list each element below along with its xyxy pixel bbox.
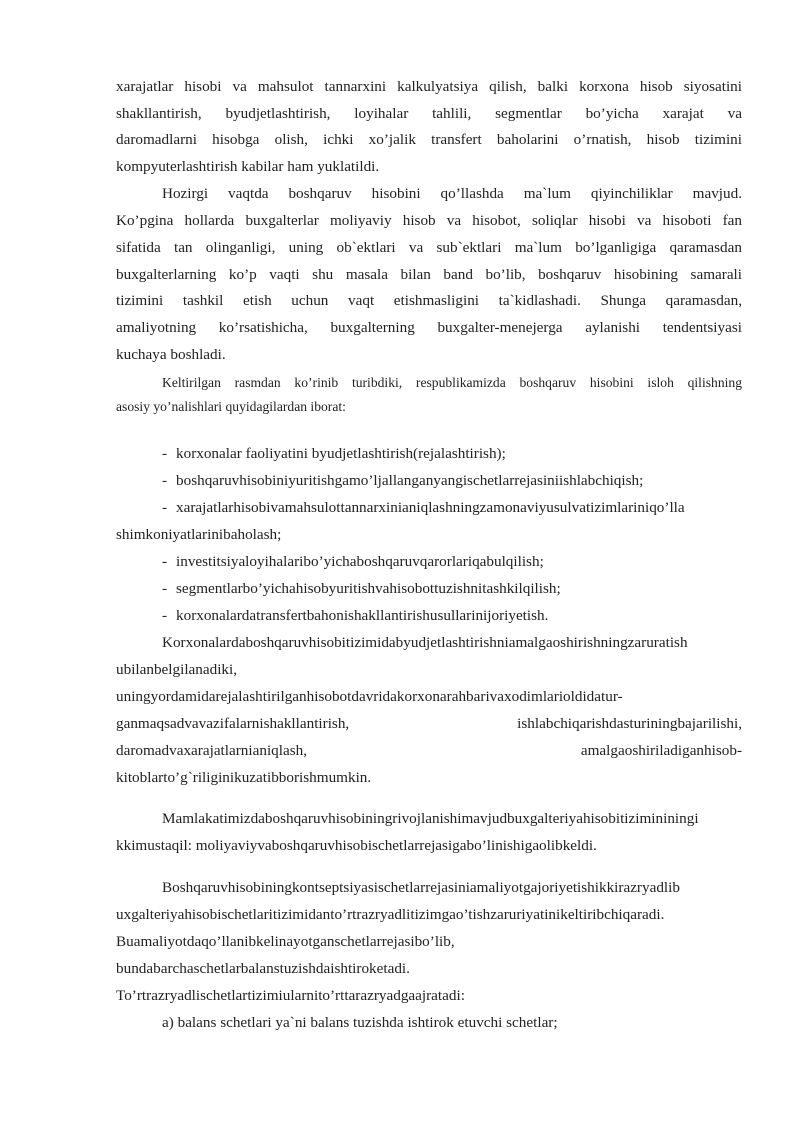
paragraph-line: tizimini tashkil etish uchun vaqt etishmasligini ta`kidlashadi. Shunga qaramasdan,	[116, 292, 742, 309]
list-marker: -	[162, 472, 168, 489]
paragraph-line: Boshqaruvhisobiningkontseptsiyasischetlarrejasiniamaliyotgajoriyetishikkirazryadlib	[162, 879, 680, 896]
paragraph-line: buxgalterlarning ko’p vaqti shu masala bilan band bo’lib, boshqaruv hisobining samarali	[116, 266, 742, 283]
list-marker: -	[162, 445, 168, 462]
paragraph-line: kitoblarto’g`riliginikuzatibborishmumkin.	[116, 769, 372, 786]
paragraph-line: kuchaya boshladi.	[116, 346, 226, 363]
list-marker: -	[162, 553, 168, 570]
list-item	[162, 552, 742, 572]
paragraph-line: uningyordamidarejalashtirilganhisobotdavridakorxonarahbarivaxodimlarioldidatur-	[116, 688, 623, 705]
paragraph-line: Korxonalardaboshqaruvhisobitizimidabyudjetlashtirishniamalgaoshirishningzaruratish	[162, 634, 688, 651]
paragraph-line: daromadvaxarajatlarnianiqlash, amalgaoshiriladiganhisob-	[116, 742, 742, 759]
paragraph-line: amaliyotning ko’rsatishicha, buxgalterning buxgalter-menejerga aylanishi tendentsiyasi	[116, 319, 742, 336]
list-item-text: investitsiyaloyihalaribo’yichaboshqaruvqarorlariqabulqilish;	[176, 553, 544, 570]
paragraph-line: uxgalteriyahisobischetlaritizimidanto’rtrazryadlitizimgao’tishzaruriyatinikeltiribchiqaradi.	[116, 906, 665, 923]
paragraph-line: bundabarchaschetlarbalanstuzishdaishtiroketadi.	[116, 960, 410, 977]
paragraph-line: Ko’pgina hollarda buxgalterlar moliyaviy hisob va hisobot, soliqlar hisobi va hisoboti fan	[116, 212, 742, 229]
list-marker: -	[162, 499, 168, 516]
paragraph-line: ubilanbelgilanadiki,	[116, 661, 238, 678]
paragraph-line: sifatida tan olinganligi, uning ob`ektlari va sub`ektlari ma`lum bo’lganligiga qaramasdan	[116, 239, 742, 256]
list-item-text: xarajatlarhisobivamahsulottannarxinianiqlashningzamonaviyusulvatizimlariniqo’lla	[176, 499, 685, 516]
paragraph-line: Buamaliyotdaqo’llanibkelinayotganschetlarrejasibo’lib,	[116, 933, 455, 950]
list-marker: -	[162, 607, 168, 624]
list-item-text: korxonalar faoliyatini byudjetlashtirish(rejalashtirish);	[176, 445, 506, 462]
list-item	[162, 606, 742, 626]
paragraph-line: kkimustaqil: moliyaviyvaboshqaruvhisobischetlarrejasigabo’linishigaolibkeldi.	[116, 837, 597, 854]
list-item-text: boshqaruvhisobiniyuritishgamo’ljallanganyangischetlarrejasiniishlabchiqish;	[176, 472, 644, 489]
paragraph-line: ganmaqsadvavazifalarnishakllantirish, ishlabchiqarishdasturiningbajarilishi,	[116, 715, 742, 732]
paragraph-line: a) balans schetlari ya`ni balans tuzishda ishtirok etuvchi schetlar;	[162, 1014, 558, 1031]
paragraph-line: To’rtrazryadlischetlartizimiularnito’rttarazryadgaajratadi:	[116, 987, 465, 1004]
paragraph-line: daromadlarni hisobga olish, ichki xo’jalik transfert baholarini o’rnatish, hisob tizimini	[116, 131, 742, 148]
paragraph-line: kompyuterlashtirish kabilar ham yuklatildi.	[116, 158, 380, 175]
list-item-text: segmentlarbo’yichahisobyuritishvahisobottuzishnitashkilqilish;	[176, 580, 561, 597]
list-item-text: korxonalardatransfertbahonishakllantirishusullarinijoriyetish.	[176, 607, 549, 624]
paragraph-line: Keltirilgan rasmdan ko’rinib turibdiki, respublikamizda boshqaruv hisobini isloh qilishning	[162, 375, 742, 390]
list-item-continuation: shimkoniyatlarinibaholash;	[116, 526, 282, 543]
paragraph-line: asosiy yo’nalishlari quyidagilardan iborat:	[116, 399, 346, 414]
list-marker: -	[162, 580, 168, 597]
list-item	[162, 471, 742, 491]
paragraph-line: xarajatlar hisobi va mahsulot tannarxini kalkulyatsiya qilish, balki korxona hisob siyosatini	[116, 78, 742, 95]
list-item	[162, 579, 742, 599]
paragraph-line: Hozirgi vaqtda boshqaruv hisobini qo’llashda ma`lum qiyinchiliklar mavjud.	[162, 185, 742, 202]
list-item	[162, 444, 742, 464]
list-item	[162, 498, 742, 518]
paragraph-line: Mamlakatimizdaboshqaruvhisobiningrivojlanishimavjudbuxgalteriyahisobitizimininingi	[162, 810, 699, 827]
paragraph-line: shakllantirish, byudjetlashtirish, loyihalar tahlili, segmentlar bo’yicha xarajat va	[116, 105, 742, 122]
